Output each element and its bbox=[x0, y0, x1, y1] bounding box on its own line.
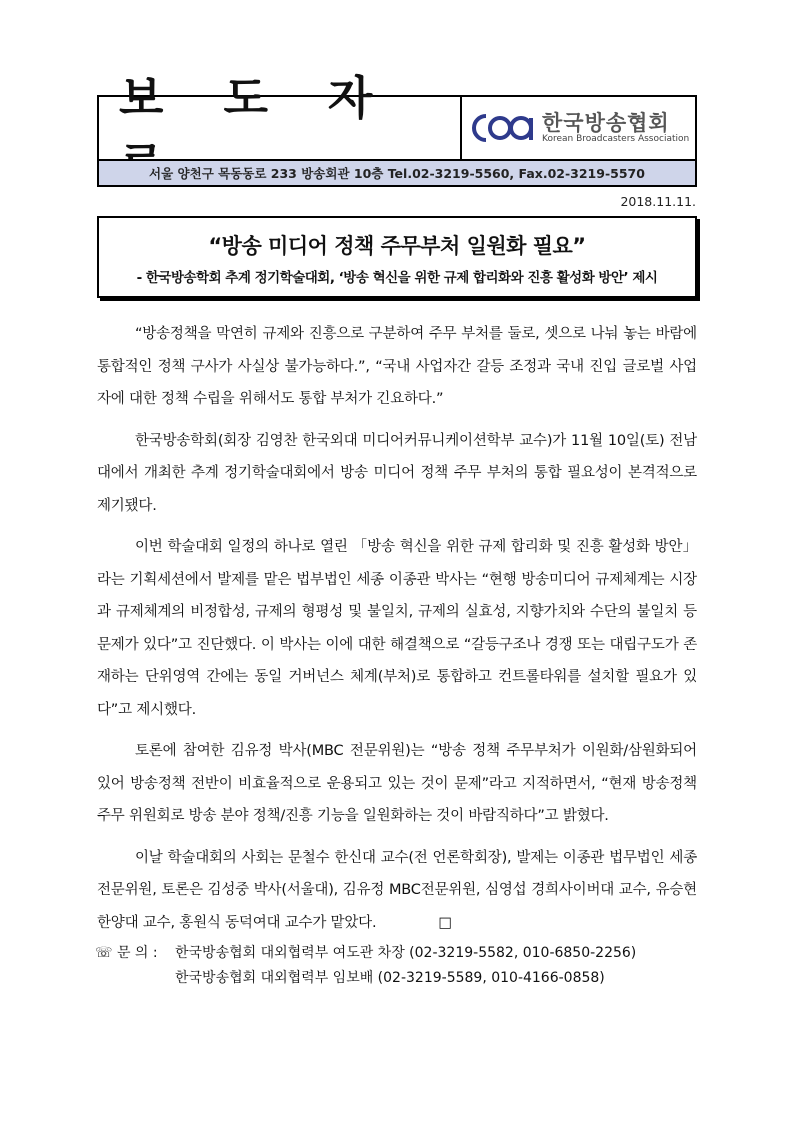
header-top-row bbox=[99, 71, 695, 159]
logo-korean-name: 한국방송협회 bbox=[542, 110, 670, 135]
headline-main: “방송 미디어 정책 주무부처 일원화 필요” bbox=[208, 234, 586, 258]
kba-logo-text bbox=[542, 112, 689, 145]
kba-logo bbox=[462, 97, 695, 159]
contact-line-1: 한국방송협회 대외협력부 여도관 차장 (02-3219-5582, 010-6850-2256) bbox=[175, 945, 637, 961]
press-release-header bbox=[97, 71, 697, 187]
headline-box bbox=[97, 216, 697, 298]
contact-line-2: 한국방송협회 대외협력부 임보배 (02-3219-5589, 010-4166-0858) bbox=[175, 970, 605, 986]
address-bar: 서울 양천구 목동동로 233 방송회관 10층 Tel.02-3219-5560, Fax.02-3219-5570 bbox=[99, 159, 695, 185]
article-body bbox=[97, 318, 697, 948]
paragraph-5 bbox=[97, 842, 697, 940]
paragraph-5-text: 이날 학술대회의 사회는 문철수 한신대 교수(전 언론학회장), 발제는 이종관 법무법인 세종 전문위원, 토론은 김성중 박사(서울대), 김유정 MBC전문위원, 심영섭 경희사이버대 교수, 유승현 한양대 교수, 홍원식 동덕여대 교수가 맡았다. bbox=[97, 849, 697, 931]
end-mark: □ bbox=[438, 914, 452, 931]
contact-row-1 bbox=[95, 941, 715, 966]
kba-logo-icon bbox=[470, 112, 536, 144]
headline-subtitle: - 한국방송학회 추계 정기학술대회, ‘방송 혁신을 위한 규제 합리화와 진흥 활성화 방안’ 제시 bbox=[136, 270, 658, 286]
contact-info bbox=[95, 941, 715, 991]
release-date: 2018.11.11. bbox=[620, 194, 696, 209]
contact-label: ☏ 문 의 : bbox=[95, 945, 158, 961]
paragraph-4: 토론에 참여한 김유정 박사(MBC 전문위원)는 “방송 정책 주무부처가 이원화/삼원화되어 있어 방송정책 전반이 비효율적으로 운용되고 있는 것이 문제”라고 지적하면서, “현재 방송정책 주무 위원회로 방송 분야 정책/진흥 기능을 일원화하는 것이 바람직하다”고 밝혔다. bbox=[97, 743, 697, 824]
paragraph-2: 한국방송학회(회장 김영찬 한국외대 미디어커뮤니케이션학부 교수)가 11월 10일(토) 전남대에서 개최한 추계 정기학술대회에서 방송 미디어 정책 주무 부처의 통합 필요성이 본격적으로 제기됐다. bbox=[97, 432, 697, 514]
paragraph-3: 이번 학술대회 일정의 하나로 열린 「방송 혁신을 위한 규제 합리화 및 진흥 활성화 방안」라는 기획세션에서 발제를 맡은 법부법인 세종 이종관 박사는 “현행 방송미디어 규제체계는 시장과 규제체계의 비정합성, 규제의 형평성 및 불일치, 규제의 실효성, 지향가치와 수단의 불일치 등 문제가 있다”고 진단했다. 이 박사는 이에 대한 해결책으로 “갈등구조나 경쟁 또는 대립구도가 존재하는 단위영역 간에는 동일 거버넌스 체계(부처)로 통합하고 컨트롤타워를 설치할 필요가 있다”고 제시했다. bbox=[97, 539, 697, 718]
logo-english-name: Korean Broadcasters Association bbox=[542, 133, 690, 144]
press-release-title: 보 도 자 bbox=[99, 97, 462, 159]
paragraph-1: “방송정책을 막연히 규제와 진흥으로 구분하여 주무 부처를 둘로, 셋으로 나눠 놓는 바람에 통합적인 정책 구사가 사실상 불가능하다.”, “국내 사업자간 갈등 조정과 국내 진입 글로벌 사업자에 대한 정책 수립을 위해서도 통합 부처가 긴요하다.” bbox=[97, 326, 697, 407]
